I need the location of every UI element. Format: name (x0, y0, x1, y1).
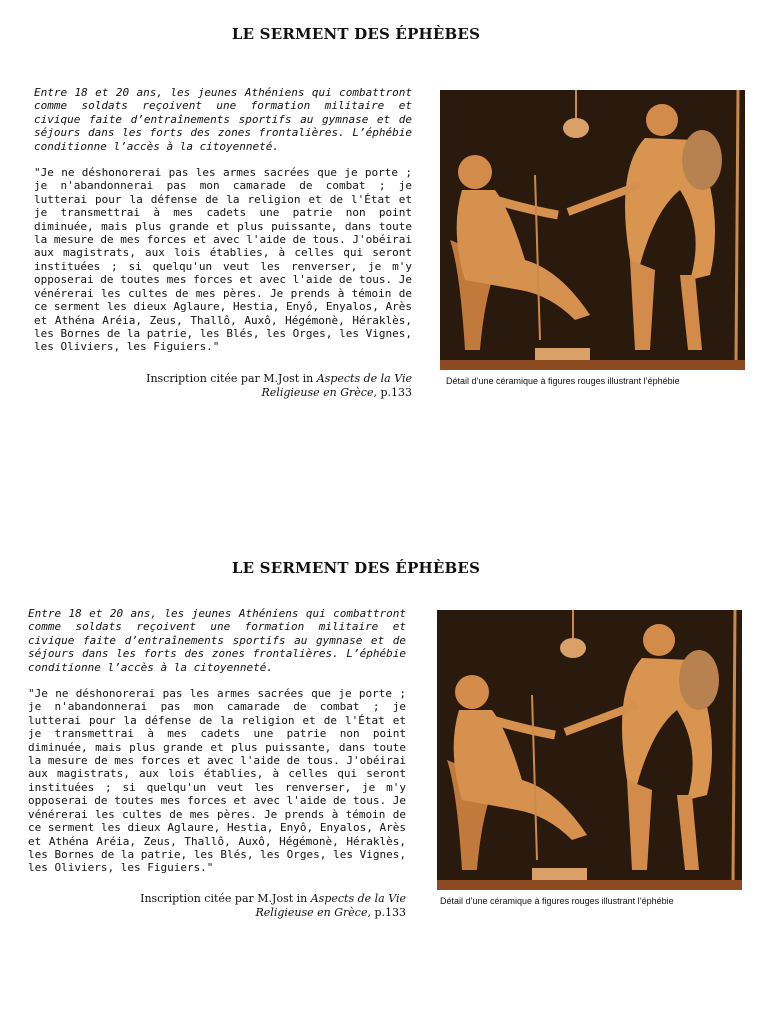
page-title: LE SERMENT DES ÉPHÈBES (231, 559, 481, 577)
vase-painting-image (437, 610, 742, 890)
citation-book-line1: Aspects de la Vie (310, 892, 406, 905)
citation-book-line1: Aspects de la Vie (316, 372, 412, 385)
citation (28, 892, 406, 920)
intro-paragraph: Entre 18 et 20 ans, les jeunes Athéniens qui combattront comme soldats reçoivent une formation militaire et civique faite d’entraînements sportifs au gymnase et de séjours dans les forts des zones frontalières. L’éphébie conditionne l’accès à la citoyenneté. (28, 607, 406, 674)
red-figure-vase-icon (437, 610, 742, 890)
citation-prefix: Inscription citée par M.Jost in (140, 892, 311, 905)
page-title: LE SERMENT DES ÉPHÈBES (231, 25, 481, 43)
image-caption: Détail d’une céramique à figures rouges illustrant l’éphébie (440, 896, 674, 906)
text-column (28, 607, 406, 875)
citation-book-line2: Religieuse en Grèce (261, 386, 374, 399)
citation-suffix: , p.133 (373, 386, 412, 399)
citation-suffix: , p.133 (367, 906, 406, 919)
oath-paragraph: "Je ne déshonorerai pas les armes sacrées que je porte ; je n'abandonnerai pas mon camarade de combat ; je lutterai pour la défense de la religion et de l'État et je transmettrai à mes cadets une patrie non point diminuée, mais plus grande et plus puissante, dans toute la mesure de mes forces et avec l'aide de tous. J'obéirai aux magistrats, aux lois établies, à celles qui seront instituées ; si quelqu'un veut les renverser, je m'y opposerai de toutes mes forces et avec l'aide de tous. Je vénérerai les cultes de mes pères. Je prends à témoin de ce serment les dieux Aglaure, Hestia, Enyô, Enyalos, Arès et Athéna Aréia, Zeus, Thallô, Auxô, Hégémonè, Héraklès, les Bornes de la patrie, les Blés, les Orges, les Vignes, les Oliviers, les Figuiers." (28, 687, 406, 875)
intro-paragraph: Entre 18 et 20 ans, les jeunes Athéniens qui combattront comme soldats reçoivent une formation militaire et civique faite d’entraînements sportifs au gymnase et de séjours dans les forts des zones frontalières. L’éphébie conditionne l’accès à la citoyenneté. (34, 86, 412, 153)
image-caption: Détail d’une céramique à figures rouges illustrant l’éphébie (446, 376, 680, 386)
citation-book-line2: Religieuse en Grèce (255, 906, 368, 919)
citation-prefix: Inscription citée par M.Jost in (146, 372, 317, 385)
oath-paragraph: "Je ne déshonorerai pas les armes sacrées que je porte ; je n'abandonnerai pas mon camarade de combat ; je lutterai pour la défense de la religion et de l'État et je transmettrai à mes cadets une patrie non point diminuée, mais plus grande et plus puissante, dans toute la mesure de mes forces et avec l'aide de tous. J'obéirai aux magistrats, aux lois établies, à celles qui seront instituées ; si quelqu'un veut les renverser, je m'y opposerai de toutes mes forces et avec l'aide de tous. Je vénérerai les cultes de mes pères. Je prends à témoin de ce serment les dieux Aglaure, Hestia, Enyô, Enyalos, Arès et Athéna Aréia, Zeus, Thallô, Auxô, Hégémonè, Héraklès, les Bornes de la patrie, les Blés, les Orges, les Vignes, les Oliviers, les Figuiers." (34, 166, 412, 354)
